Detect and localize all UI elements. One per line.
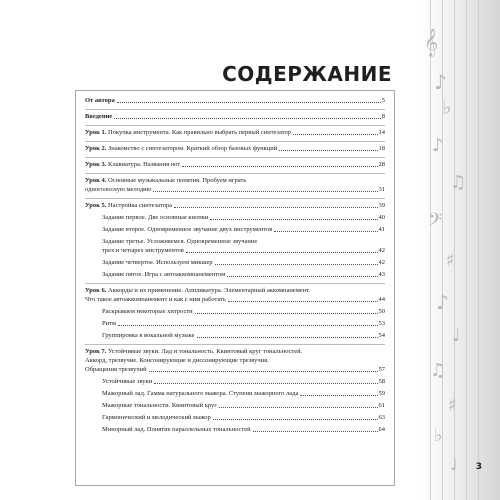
toc-page-number: 40 — [378, 214, 385, 221]
toc-page-number: 64 — [378, 426, 385, 433]
toc-entry-title — [102, 413, 211, 422]
toc-entry-label: одноголосную мелодию — [85, 186, 152, 193]
toc-entry-label: Устойчивые звуки. Лад и тональность. Квинтовый круг тональностей. — [107, 348, 303, 355]
toc-page-number: 50 — [378, 308, 385, 315]
toc-subentry[interactable] — [85, 319, 385, 328]
toc-entry-title — [102, 425, 251, 434]
lesson-number: Урок 5. — [85, 202, 107, 209]
toc-page-number: 14 — [378, 129, 385, 136]
toc-subentry[interactable] — [85, 331, 385, 340]
lesson-number: Урок 6. — [85, 287, 107, 294]
eighth-note-icon: ♫ — [430, 360, 447, 381]
dot-leader — [149, 371, 378, 372]
toc-page-number: 61 — [378, 402, 385, 409]
lesson-number: Урок 2. — [85, 145, 107, 152]
dot-leader — [213, 419, 378, 420]
toc-entry[interactable] — [85, 201, 385, 210]
toc-entry-label: Обращения трезвучий — [85, 366, 147, 373]
toc-entry-label: Раскрываем некоторые хитрости — [102, 308, 193, 315]
lesson-number: Урок 7. — [85, 348, 107, 355]
toc-entry-label: Аккорды и их применение. Аппликатура. Элементарный аккомпанемент. — [107, 287, 311, 294]
toc-entry-label: Задание четвертое. Используем микшер — [102, 259, 213, 266]
toc-entry-title — [85, 286, 310, 295]
toc-entry[interactable] — [85, 347, 385, 356]
toc-entry[interactable] — [85, 160, 385, 169]
toc-page-number: 28 — [378, 161, 385, 168]
toc-page-number: 31 — [378, 186, 385, 193]
toc-entry[interactable] — [85, 128, 385, 137]
stave-line — [478, 0, 479, 500]
dot-leader — [117, 102, 381, 103]
toc-subentry[interactable] — [85, 389, 385, 398]
dot-leader — [215, 264, 378, 265]
toc-page-number: 39 — [378, 202, 385, 209]
toc-subentry[interactable] — [85, 377, 385, 386]
toc-subentry[interactable] — [85, 258, 385, 267]
toc-entry[interactable] — [85, 144, 385, 153]
toc-entry-title — [85, 96, 115, 105]
eighth-note-icon: ♪ — [436, 290, 449, 314]
toc-entry-label: Мажорные тональности. Квинтовый круг — [102, 402, 217, 409]
toc-page-number: 42 — [378, 247, 385, 254]
table-of-contents — [75, 90, 395, 486]
dot-leader — [300, 395, 377, 396]
stave-line — [466, 0, 467, 500]
quarter-note-icon: ♩ — [450, 455, 458, 474]
toc-entry-label: Устойчивые звуки — [102, 378, 153, 385]
sharp-icon: ♯ — [446, 250, 455, 271]
toc-entry-label: Задание первое. Две основные кнопки — [102, 214, 209, 221]
dot-leader — [227, 276, 377, 277]
toc-section — [85, 199, 385, 284]
toc-entry-label: Клавиатура. Названия нот — [107, 161, 181, 168]
dot-leader — [279, 150, 377, 151]
dot-leader — [228, 301, 378, 302]
dot-leader — [154, 383, 377, 384]
bass-clef-icon: 𝄢 — [428, 210, 443, 235]
lesson-number: Урок 4. — [85, 177, 107, 184]
toc-entry-title — [85, 112, 112, 121]
toc-entry-title — [102, 258, 213, 267]
toc-entry[interactable] — [85, 176, 385, 185]
dot-leader — [253, 431, 378, 432]
toc-entry-label: Мажорный лад. Гамма натурального мажора. Ступени мажорного лада — [102, 390, 299, 397]
toc-page-number: 63 — [378, 414, 385, 421]
dot-leader — [210, 219, 377, 220]
toc-entry-title — [85, 201, 172, 210]
toc-entry-title — [85, 347, 302, 356]
toc-section — [85, 174, 385, 199]
flat-icon: ♭ — [434, 425, 443, 446]
toc-subentry[interactable] — [85, 213, 385, 222]
toc-entry-title — [102, 377, 152, 386]
toc-subentry[interactable] — [85, 401, 385, 410]
page-title: СОДЕРЖАНИЕ — [222, 62, 392, 86]
lesson-number: Урок 3. — [85, 161, 107, 168]
toc-section — [85, 110, 385, 126]
toc-entry[interactable] — [85, 286, 385, 295]
toc-entry-title — [85, 144, 277, 153]
toc-page-number: 8 — [381, 113, 385, 120]
toc-entry-label: трех и четырех инструментов — [102, 247, 184, 254]
toc-page-number: 54 — [378, 332, 385, 339]
dot-leader — [293, 134, 377, 135]
toc-entry-label: От автора — [85, 97, 115, 104]
dot-leader — [153, 191, 377, 192]
toc-entry-title — [102, 319, 116, 328]
eighth-note-icon: ♫ — [450, 172, 467, 193]
toc-entry[interactable] — [85, 112, 385, 121]
toc-page-number: 43 — [378, 271, 385, 278]
page-number: 3 — [475, 462, 482, 472]
eighth-note-icon: ♪ — [432, 135, 444, 156]
toc-entry-label: Настройка синтезатора — [107, 202, 172, 209]
toc-page-number: 18 — [378, 145, 385, 152]
toc-entry-label: Основные музыкальные понятия. Пробуем играть — [107, 177, 247, 184]
lesson-number: Урок 1. — [85, 129, 107, 136]
toc-page-number: 58 — [378, 378, 385, 385]
toc-entry-continuation — [85, 246, 385, 255]
toc-subentry[interactable] — [85, 270, 385, 279]
toc-entry[interactable] — [85, 96, 385, 105]
toc-entry-label: Задание второе. Одновременное звучание двух инструментов — [102, 226, 273, 233]
toc-entry-continuation — [85, 365, 385, 374]
toc-subentry[interactable] — [85, 225, 385, 234]
treble-clef-icon: 𝄞 — [424, 28, 439, 56]
toc-section — [85, 94, 385, 110]
toc-section — [85, 284, 385, 345]
eighth-note-icon: ♪ — [434, 70, 447, 94]
toc-entry-label: Задание третье. Усложняемся. Одновременное звучание — [102, 238, 258, 245]
toc-page-number: 42 — [378, 259, 385, 266]
flat-icon: ♭ — [442, 95, 452, 119]
toc-entry-label: Покупка инструмента. Как правильно выбрать первый синтезатор — [107, 129, 292, 136]
toc-entry-continuation — [85, 356, 385, 365]
dot-leader — [182, 166, 377, 167]
toc-entry-title — [102, 307, 193, 316]
toc-subentry[interactable] — [85, 307, 385, 316]
toc-entry-title — [85, 128, 291, 137]
toc-subentry[interactable] — [85, 425, 385, 434]
toc-entry-title — [102, 389, 298, 398]
toc-entry-title — [102, 270, 225, 279]
sharp-icon: ♯ — [448, 395, 457, 416]
toc-page-number: 41 — [378, 226, 385, 233]
toc-entry-label: Что такое автоаккомпанемент и как с ним работать — [85, 296, 226, 303]
toc-entry-label: Знакомство с синтезатором. Краткий обзор базовых функций — [107, 145, 278, 152]
toc-entry-continuation — [85, 185, 385, 194]
toc-section — [85, 126, 385, 142]
toc-entry-title — [85, 176, 246, 185]
toc-entry-label: Минорный лад. Понятие параллельных тональностей — [102, 426, 251, 433]
stave-line — [430, 0, 431, 500]
dot-leader — [174, 207, 378, 208]
toc-entry-title — [102, 225, 272, 234]
dot-leader — [274, 231, 377, 232]
dot-leader — [219, 407, 378, 408]
toc-section — [85, 345, 385, 438]
toc-entry-title — [102, 401, 217, 410]
toc-page-number: 53 — [378, 320, 385, 327]
toc-page-number: 57 — [378, 366, 385, 373]
dot-leader — [186, 252, 378, 253]
music-stave-decoration — [422, 0, 500, 500]
toc-page-number: 44 — [378, 296, 385, 303]
toc-entry-label: Введение — [85, 113, 113, 120]
toc-entry-title — [85, 160, 180, 169]
toc-page-number: 59 — [378, 390, 385, 397]
toc-entry-title — [102, 331, 195, 340]
toc-entry-continuation — [85, 295, 385, 304]
toc-section — [85, 142, 385, 158]
toc-entry-label: Группировка в вокальной музыке — [102, 332, 195, 339]
toc-entry-title — [102, 213, 208, 222]
toc-entry-label: Задание пятое. Игра с автоаккомпанементом — [102, 271, 226, 278]
toc-entry-label: Ритм — [102, 320, 117, 327]
toc-entry-label: Аккорд, трезвучие. Консонирующие и диссонирующие трезвучия. — [85, 357, 269, 364]
dot-leader — [197, 337, 378, 338]
toc-subentry[interactable] — [85, 237, 385, 246]
toc-entry-title — [102, 237, 257, 246]
toc-entry-label: Гармонический и мелодический мажор — [102, 414, 211, 421]
toc-subentry[interactable] — [85, 413, 385, 422]
toc-page-number: 5 — [381, 97, 385, 104]
dot-leader — [114, 118, 381, 119]
dot-leader — [118, 325, 377, 326]
toc-section — [85, 158, 385, 174]
dot-leader — [195, 313, 378, 314]
quarter-note-icon: ♩ — [452, 325, 461, 346]
